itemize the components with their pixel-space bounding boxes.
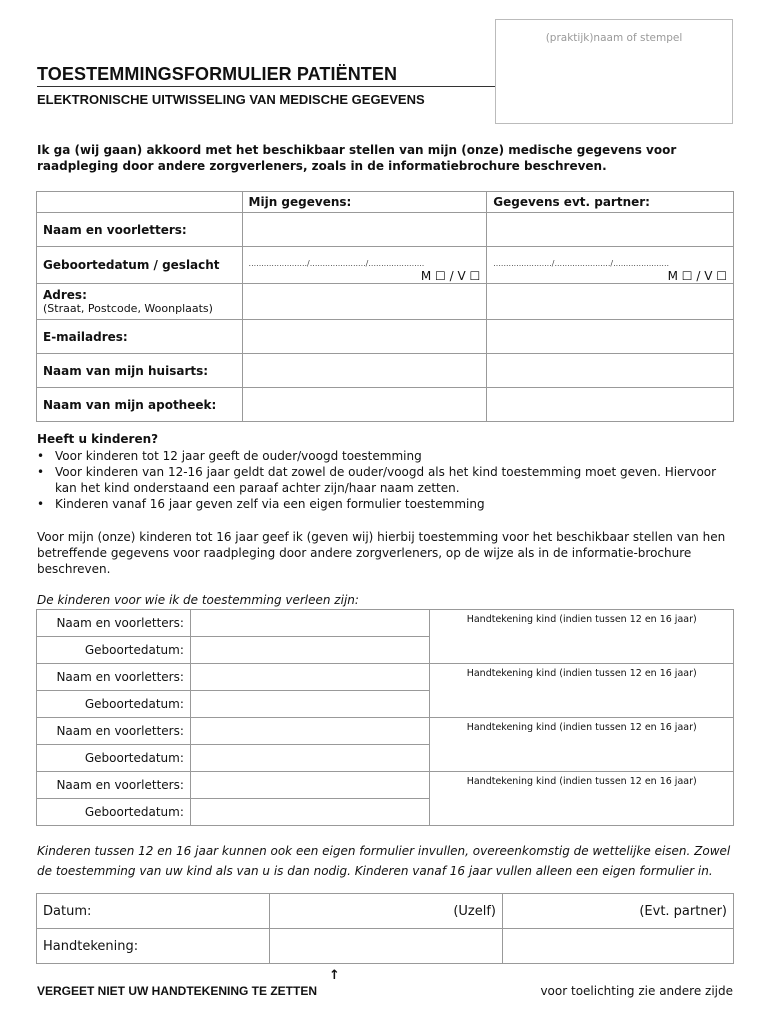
child1-signature-label: Handtekening kind (indien tussen 12 en 16 jaar) bbox=[466, 614, 697, 625]
gp-field-mine[interactable] bbox=[242, 354, 487, 388]
bullet-item: • Voor kinderen van 12-16 jaar geldt dat zowel de ouder/voogd als het kind toestemming moet geven. Hiervoor kan het kind onderstaand een paraaf achter zijn/haar naam zetten. bbox=[37, 464, 737, 496]
child2-name-label: Naam en voorletters: bbox=[37, 664, 191, 691]
dob-field-partner[interactable] bbox=[487, 247, 734, 284]
children-heading: Heeft u kinderen? bbox=[37, 432, 159, 446]
dob-label: Geboortedatum / geslacht bbox=[37, 247, 243, 284]
child2-dob-field[interactable] bbox=[190, 691, 430, 718]
address-label-text: Adres: bbox=[43, 288, 87, 302]
dob-field-mine[interactable] bbox=[242, 247, 487, 284]
gender-checkbox-mine[interactable]: M ☐ / V ☐ bbox=[420, 269, 481, 283]
email-field-mine[interactable] bbox=[242, 320, 487, 354]
col-partner-header: Gegevens evt. partner: bbox=[487, 192, 734, 213]
stamp-box bbox=[495, 19, 733, 124]
signature-field-partner[interactable] bbox=[503, 929, 734, 964]
signature-reminder: VERGEET NIET UW HANDTEKENING TE ZETTEN bbox=[37, 984, 318, 998]
child2-name-field[interactable] bbox=[190, 664, 430, 691]
child4-dob-label: Geboortedatum: bbox=[37, 799, 191, 826]
email-field-partner[interactable] bbox=[487, 320, 734, 354]
address-field-partner[interactable] bbox=[487, 284, 734, 320]
page-subtitle: ELEKTRONISCHE UITWISSELING VAN MEDISCHE GEGEVENS bbox=[37, 92, 425, 107]
child1-dob-label: Geboortedatum: bbox=[37, 637, 191, 664]
pharmacy-field-partner[interactable] bbox=[487, 388, 734, 422]
page-title: TOESTEMMINGSFORMULIER PATIËNTEN bbox=[37, 64, 398, 84]
date-label: Datum: bbox=[37, 894, 270, 929]
child1-name-label: Naam en voorletters: bbox=[37, 610, 191, 637]
child1-signature-field[interactable] bbox=[430, 610, 734, 664]
address-label bbox=[37, 284, 243, 320]
child2-signature-label: Handtekening kind (indien tussen 12 en 16 jaar) bbox=[466, 668, 697, 679]
child2-signature-field[interactable] bbox=[430, 664, 734, 718]
name-field-mine[interactable] bbox=[242, 213, 487, 247]
children-consent-text: Voor mijn (onze) kinderen tot 16 jaar geef ik (geven wij) hierbij toestemming voor het beschikbaar stellen van hen betreffende gegevens voor raadpleging door andere zorgverleners, op de wijze als in de informatie-brochure beschreven. bbox=[37, 530, 726, 576]
gp-label: Naam van mijn huisarts: bbox=[37, 354, 243, 388]
child2-dob-label: Geboortedatum: bbox=[37, 691, 191, 718]
child4-signature-label: Handtekening kind (indien tussen 12 en 16 jaar) bbox=[466, 776, 697, 787]
child3-signature-field[interactable] bbox=[430, 718, 734, 772]
stamp-label: (praktijk)naam of stempel bbox=[545, 32, 683, 44]
date-field-self[interactable] bbox=[270, 894, 503, 929]
email-label: E-mailadres: bbox=[37, 320, 243, 354]
child3-name-label: Naam en voorletters: bbox=[37, 718, 191, 745]
child3-signature-label: Handtekening kind (indien tussen 12 en 16 jaar) bbox=[466, 722, 697, 733]
pharmacy-label: Naam van mijn apotheek: bbox=[37, 388, 243, 422]
dob-mask-mine: ......................./....................../...................... bbox=[248, 259, 425, 268]
signature-label: Handtekening: bbox=[37, 929, 270, 964]
address-sublabel: (Straat, Postcode, Woonplaats) bbox=[43, 302, 213, 315]
gender-checkbox-partner[interactable]: M ☐ / V ☐ bbox=[667, 269, 727, 283]
child1-dob-field[interactable] bbox=[190, 637, 430, 664]
children-bullets bbox=[37, 448, 737, 512]
gp-field-partner[interactable] bbox=[487, 354, 734, 388]
child4-signature-field[interactable] bbox=[430, 772, 734, 826]
date-field-partner[interactable] bbox=[503, 894, 734, 929]
patient-table bbox=[36, 191, 734, 422]
children-table bbox=[36, 609, 734, 826]
name-label: Naam en voorletters: bbox=[37, 213, 243, 247]
header-empty bbox=[37, 192, 243, 213]
signature-field-self[interactable] bbox=[270, 929, 503, 964]
title-divider bbox=[37, 86, 495, 87]
see-other-side-text: voor toelichting zie andere zijde bbox=[540, 984, 733, 998]
dob-mask-partner: ......................./....................../...................... bbox=[493, 259, 670, 268]
pharmacy-field-mine[interactable] bbox=[242, 388, 487, 422]
partner-label: (Evt. partner) bbox=[639, 903, 727, 919]
children-note: Kinderen tussen 12 en 16 jaar kunnen ook een eigen formulier invullen, overeenkomstig de wettelijke eisen. Zowel de toestemming van uw kind als van u is dan nodig. Kinderen vanaf 16 jaar vullen alleen een eigen formulier in. bbox=[37, 844, 731, 878]
bullet-item: • Kinderen vanaf 16 jaar geven zelf via een eigen formulier toestemming bbox=[37, 496, 737, 512]
child4-name-field[interactable] bbox=[190, 772, 430, 799]
col-mine-header: Mijn gegevens: bbox=[242, 192, 487, 213]
name-field-partner[interactable] bbox=[487, 213, 734, 247]
child1-name-field[interactable] bbox=[190, 610, 430, 637]
child3-name-field[interactable] bbox=[190, 718, 430, 745]
bullet-item: • Voor kinderen tot 12 jaar geeft de ouder/voogd toestemming bbox=[37, 448, 737, 464]
address-field-mine[interactable] bbox=[242, 284, 487, 320]
self-label: (Uzelf) bbox=[453, 903, 496, 919]
intro-text: Ik ga (wij gaan) akkoord met het beschikbaar stellen van mijn (onze) medische gegevens voor raadpleging door andere zorgverleners, zoals in de informatiebrochure beschreven. bbox=[37, 143, 677, 173]
child4-dob-field[interactable] bbox=[190, 799, 430, 826]
children-table-intro: De kinderen voor wie ik de toestemming verleen zijn: bbox=[37, 593, 359, 607]
signature-table bbox=[36, 893, 734, 964]
arrow-up-icon: ↑ bbox=[329, 968, 340, 983]
child3-dob-field[interactable] bbox=[190, 745, 430, 772]
child3-dob-label: Geboortedatum: bbox=[37, 745, 191, 772]
child4-name-label: Naam en voorletters: bbox=[37, 772, 191, 799]
